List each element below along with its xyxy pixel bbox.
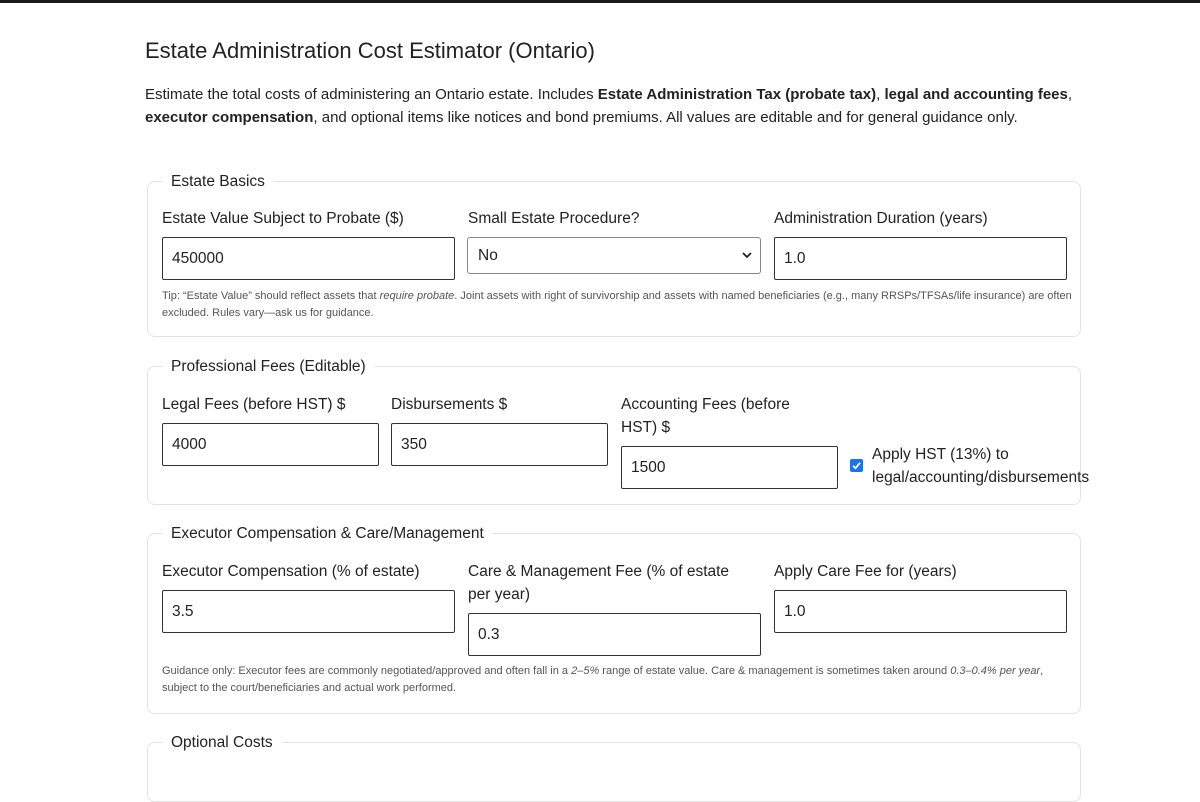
optional-costs-legend: Optional Costs: [162, 733, 282, 753]
chevron-down-icon: [740, 238, 754, 273]
professional-fees-legend: Professional Fees (Editable): [162, 357, 375, 377]
duration-input[interactable]: [774, 237, 1067, 280]
estate-value-input[interactable]: [162, 237, 455, 280]
legal-fees-label: Legal Fees (before HST) $: [162, 396, 346, 413]
legal-fees-input[interactable]: [162, 423, 379, 466]
estate-basics-legend: Estate Basics: [162, 172, 274, 192]
small-estate-label: Small Estate Procedure?: [468, 210, 640, 227]
disbursements-input[interactable]: [391, 423, 608, 466]
accounting-fees-input[interactable]: [621, 446, 838, 489]
executor-comp-label: Executor Compensation (% of estate): [162, 563, 420, 580]
care-years-input[interactable]: [774, 590, 1067, 633]
apply-hst-checkbox[interactable]: [850, 459, 863, 472]
apply-hst-label: Apply HST (13%) to legal/accounting/disbursements: [872, 446, 1090, 486]
care-years-label: Apply Care Fee for (years): [774, 563, 957, 580]
top-border: [0, 0, 1200, 3]
disbursements-label: Disbursements $: [391, 396, 508, 413]
executor-legend: Executor Compensation & Care/Management: [162, 524, 493, 544]
estate-tip-text: Tip: “Estate Value” should reflect assets that require probate. Joint assets with right of survivorship and assets with named beneficiaries (e.g., many RRSPs/TFSAs/life insurance) are often excluded. Rules vary—ask us for guidance.: [162, 290, 1072, 319]
accounting-fees-label: Accounting Fees (before HST) $: [621, 396, 790, 436]
care-fee-label: Care & Management Fee (% of estate per year): [468, 563, 730, 603]
executor-guidance-text: Guidance only: Executor fees are commonly negotiated/approved and often fall in a 2–5% range of estate value. Care & management is sometimes taken around 0.3–0.4% per year, subject to the court/beneficiaries and actual work performed.: [162, 665, 1044, 694]
checkmark-icon: [851, 460, 862, 471]
small-estate-selected-value: No: [478, 247, 498, 264]
page-title: Estate Administration Cost Estimator (Ontario): [145, 38, 595, 63]
duration-label: Administration Duration (years): [774, 210, 988, 227]
small-estate-select[interactable]: [467, 237, 761, 274]
executor-comp-input[interactable]: [162, 590, 455, 633]
care-fee-input[interactable]: [468, 613, 761, 656]
intro-text: Estimate the total costs of administering an Ontario estate. Includes Estate Administration Tax (probate tax), legal and accounting fees, executor compensation, and optional items like notices and bond premiums. All values are editable and for general guidance only.: [145, 86, 1073, 126]
estate-value-label: Estate Value Subject to Probate ($): [162, 210, 404, 227]
optional-costs-section: [147, 734, 1081, 802]
